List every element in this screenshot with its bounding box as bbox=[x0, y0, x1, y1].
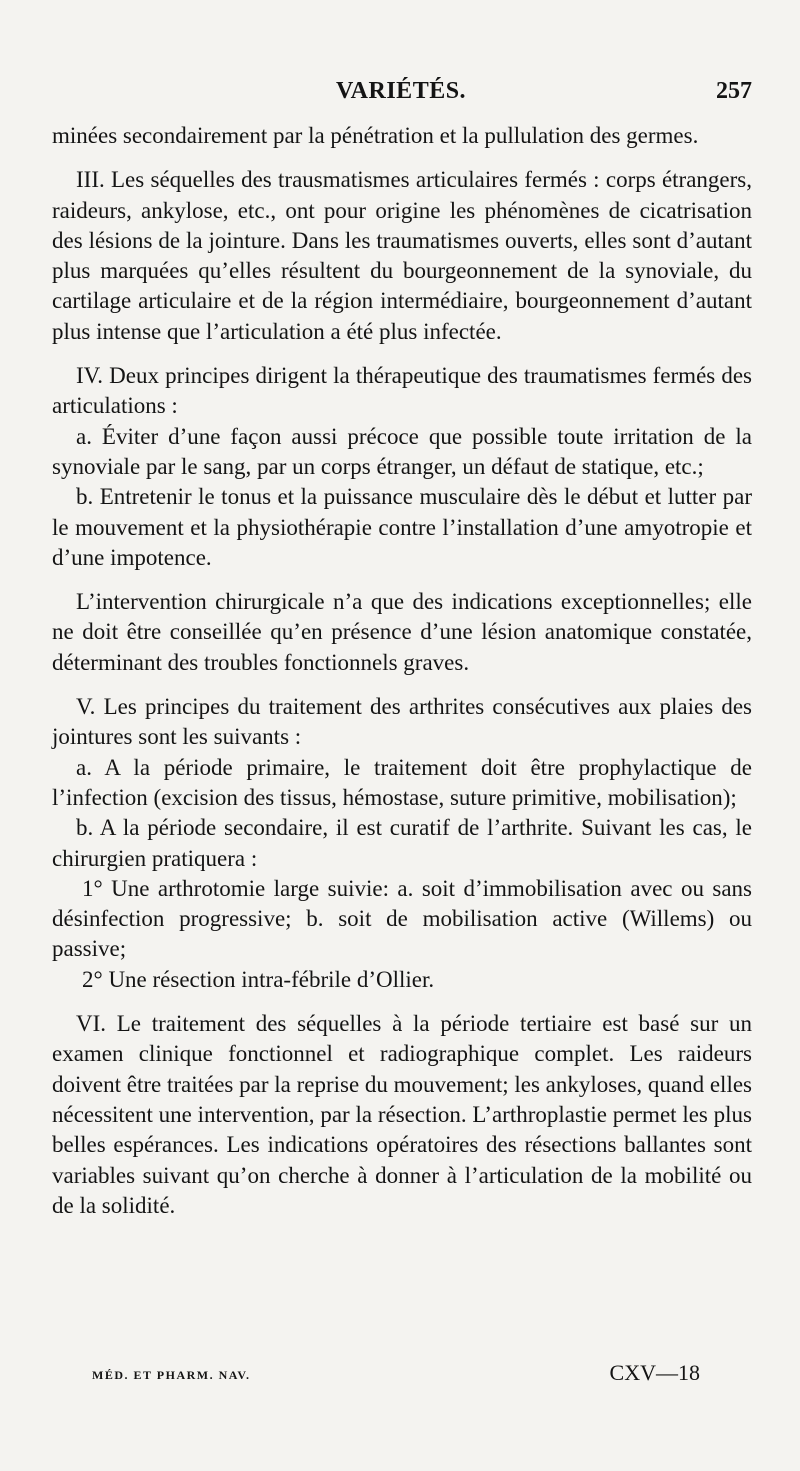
running-title: VARIÉTÉS. bbox=[335, 78, 467, 104]
page-number: 257 bbox=[716, 78, 752, 104]
page-header bbox=[50, 76, 752, 116]
paragraph-section-vi: VI. Le traitement des séquelles à la période tertiaire est basé sur un examen clinique fonctionnel et radiographique complet. Les raideurs doivent être traitées par la reprise du mouvement; les ankyloses, quand elles nécessitent une intervention, par la résection. L’arthroplastie permet les plus belles espérances. Les indications opératoires des résections ballantes sont variables suivant qu’on cherche à donner à l’articulation de la mobilité ou de la solidité. bbox=[52, 1011, 752, 1218]
paragraph-section-iv: IV. Deux principes dirigent la thérapeutique des traumatismes fermés des articulations : bbox=[52, 363, 752, 419]
paragraph-continuation: minées secondairement par la pénétration et la pullulation des germes. bbox=[52, 123, 699, 148]
footer-sheet-mark: CXV—18 bbox=[609, 1360, 700, 1385]
paragraph-iv-a: a. Éviter d’une façon aussi précoce que possible toute irritation de la synoviale par le sang, par un corps étranger, un défaut de statique, etc.; bbox=[52, 423, 752, 479]
paragraph-v-a: a. A la période primaire, le traitement doit être prophylactique de l’infection (excision des tissus, hémostase, suture primitive, mobilisation); bbox=[52, 754, 752, 810]
footer-signature: MÉD. ET PHARM. NAV. bbox=[92, 1368, 251, 1382]
page-body bbox=[52, 121, 752, 1221]
page-footer bbox=[92, 1360, 700, 1390]
paragraph-intervention: L’intervention chirurgicale n’a que des indications exceptionnelles; elle ne doit être conseillée qu’en présence d’une lésion anatomique constatée, déterminant des troubles fonctionnels graves. bbox=[52, 589, 752, 675]
paragraph-iv-b: b. Entretenir le tonus et la puissance musculaire dès le début et lutter par le mouvement et la physiothérapie contre l’installation d’une amyotropie et d’une impotence. bbox=[52, 484, 752, 570]
paragraph-section-iii: III. Les séquelles des trausmatismes articulaires fermés : corps étrangers, raideurs, ankylose, etc., ont pour origine les phénomènes de cicatrisation des lésions de la jointure. Dans les traumatismes ouverts, elles sont d’autant plus marquées qu’elles résultent du bourgeonnement de la synoviale, du cartilage articulaire et de la région intermédiaire, bourgeonnement d’autant plus intense que l’articulation a été plus infectée. bbox=[52, 167, 752, 344]
paragraph-v-b-1: 1° Une arthrotomie large suivie: a. soit d’immobilisation avec ou sans désinfection progressive; b. soit de mobilisation active (Willems) ou passive; bbox=[52, 875, 752, 962]
paragraph-v-b-2: 2° Une résection intra-fébrile d’Ollier. bbox=[82, 966, 435, 992]
paragraph-section-v: V. Les principes du traitement des arthrites consécutives aux plaies des jointures sont les suivants : bbox=[52, 694, 752, 750]
paragraph-v-b: b. A la période secondaire, il est curatif de l’arthrite. Suivant les cas, le chirurgien pratiquera : bbox=[52, 815, 752, 871]
